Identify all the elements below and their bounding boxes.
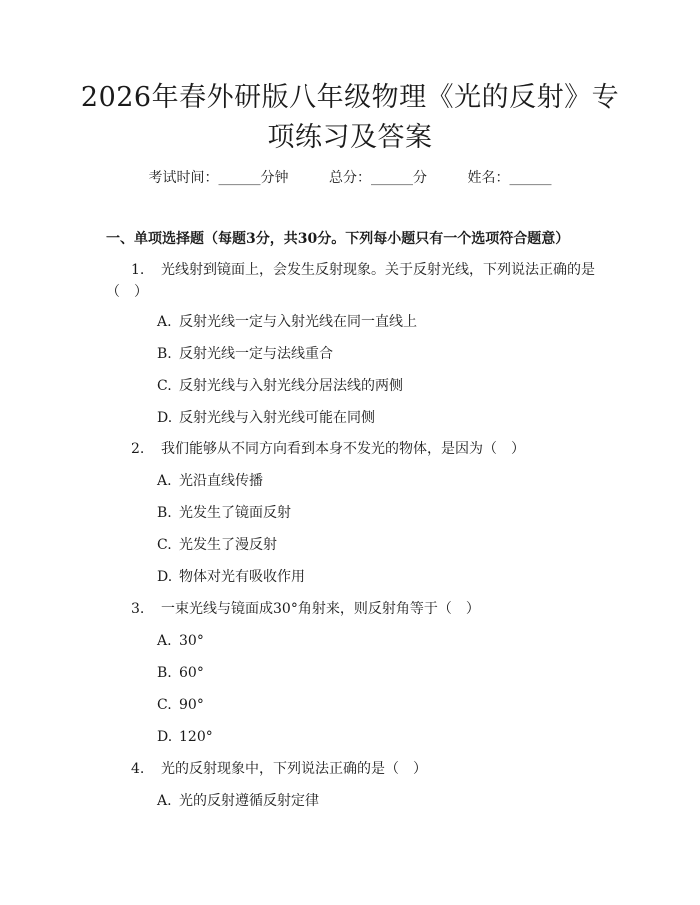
option-1b: B. 反射光线一定与法线重合	[157, 346, 333, 362]
question-text: 一束光线与镜面成30°角射来，则反射角等于（ ）	[161, 601, 480, 617]
exam-time: 考试时间：______分钟	[148, 170, 289, 186]
question-text: 光线射到镜面上，会发生反射现象。关于反射光线，下列说法正确的是（ ）	[106, 262, 595, 300]
question-3	[106, 598, 598, 620]
exam-meta	[0, 168, 700, 188]
student-name: 姓名：______	[467, 170, 552, 186]
section-heading: 一、单项选择题（每题3分，共30分。下列每小题只有一个选项符合题意）	[106, 231, 570, 247]
option-2a: A. 光沿直线传播	[157, 473, 263, 489]
title-line-2: 项练习及答案	[267, 122, 433, 153]
option-3a: A. 30°	[157, 633, 204, 649]
question-text: 我们能够从不同方向看到本身不发光的物体，是因为（ ）	[161, 441, 525, 457]
option-3b: B. 60°	[157, 665, 204, 681]
option-1c: C. 反射光线与入射光线分居法线的两侧	[157, 378, 403, 394]
option-2c: C. 光发生了漫反射	[157, 537, 277, 553]
document-title	[60, 78, 640, 158]
title-line-1: 2026年春外研版八年级物理《光的反射》专	[80, 82, 620, 113]
question-2	[106, 438, 598, 460]
question-number: 2.	[131, 441, 145, 457]
question-number: 3.	[131, 601, 145, 617]
option-2d: D. 物体对光有吸收作用	[157, 569, 305, 585]
question-number: 1.	[131, 262, 145, 278]
option-1d: D. 反射光线与入射光线可能在同侧	[157, 410, 375, 426]
question-4	[106, 758, 598, 780]
question-number: 4.	[131, 761, 145, 777]
option-4a: A. 光的反射遵循反射定律	[157, 793, 319, 809]
option-3d: D. 120°	[157, 729, 213, 745]
question-text: 光的反射现象中，下列说法正确的是（ ）	[161, 761, 427, 777]
option-3c: C. 90°	[157, 697, 204, 713]
option-2b: B. 光发生了镜面反射	[157, 505, 291, 521]
exam-score: 总分：______分	[329, 170, 427, 186]
question-1	[106, 259, 598, 303]
option-1a: A. 反射光线一定与入射光线在同一直线上	[157, 314, 417, 330]
